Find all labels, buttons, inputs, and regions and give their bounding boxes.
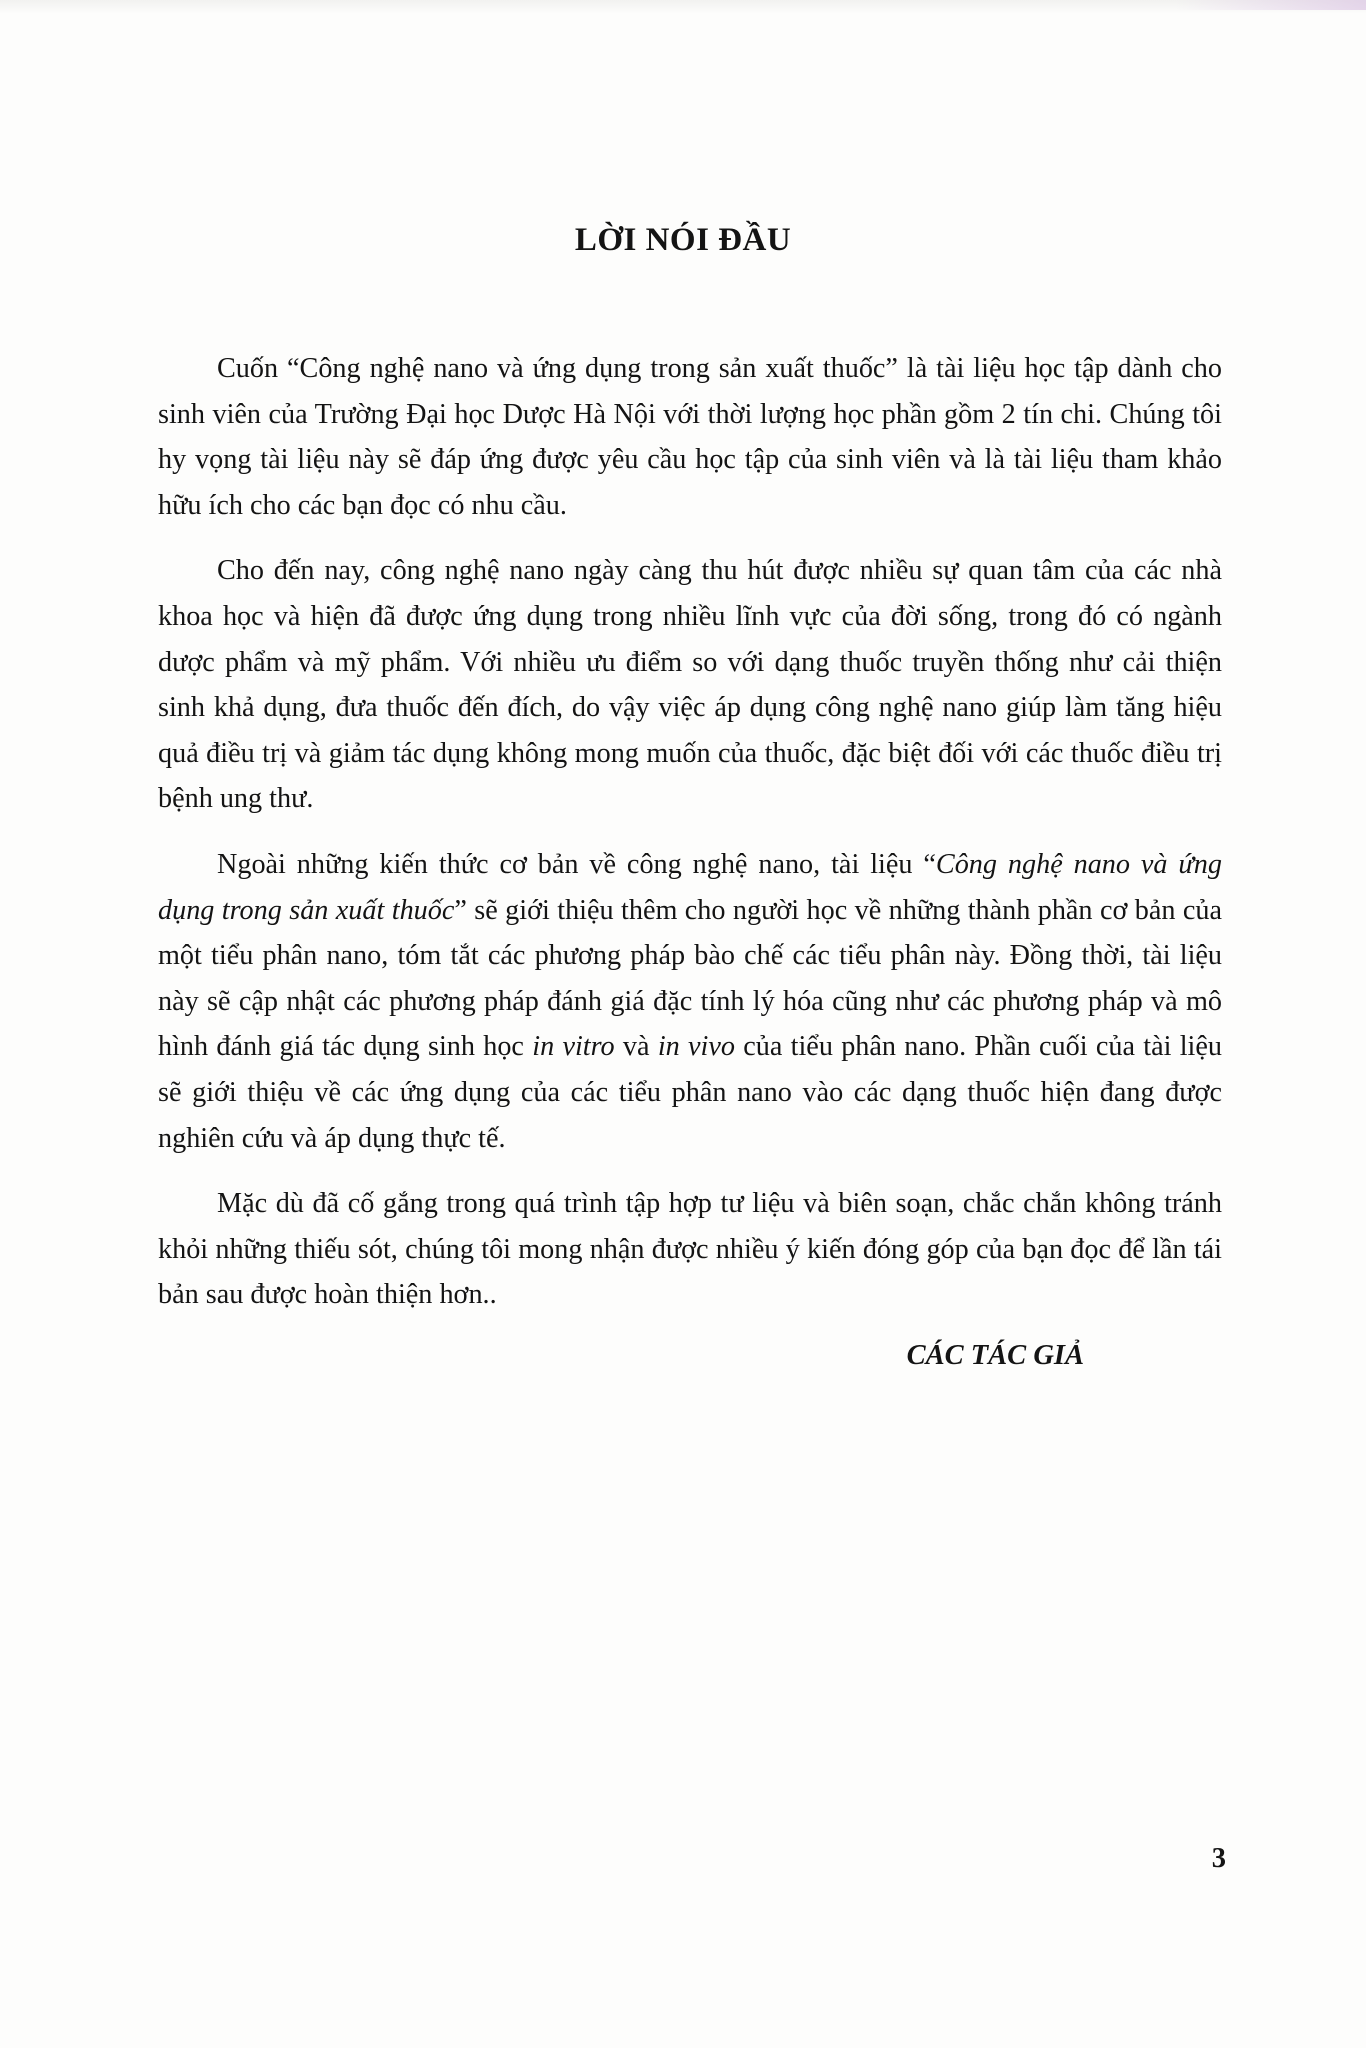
text-run: Cho đến nay, công nghệ nano ngày càng thu hút được nhiều sự quan tâm của các nhà khoa học và hiện đã được ứng dụng trong nhiều lĩnh vực của đời sống, trong đó có ngành dược phẩm và mỹ phẩm. Với nhiều ưu điểm so với dạng thuốc truyền thống như cải thiện sinh khả dụng, đưa thuốc đến đích, do vậy việc áp dụng công nghệ nano giúp làm tăng hiệu quả điều trị và giảm tác dụng không mong muốn của thuốc, đặc biệt đối với các thuốc điều trị bệnh ung thư. bbox=[158, 555, 1222, 815]
italic-text: in vivo bbox=[657, 1031, 735, 1063]
body-text bbox=[158, 346, 1222, 1338]
paragraph bbox=[158, 1181, 1222, 1318]
paragraph bbox=[158, 842, 1222, 1161]
italic-text: Công nghệ nano và ứng dụng trong sản xuất thuốc bbox=[158, 848, 1222, 926]
author-signature: CÁC TÁC GIẢ bbox=[906, 1340, 1084, 1371]
italic-text: in vitro bbox=[532, 1031, 615, 1063]
text-run: của tiểu phân nano. Phần cuối của tài liệu sẽ giới thiệu về các ứng dụng của các tiểu phân nano vào các dạng thuốc hiện đang được nghiên cứu và áp dụng thực tế. bbox=[158, 1031, 1222, 1154]
text-run: và bbox=[614, 1031, 658, 1063]
text-run: Mặc dù đã cố gắng trong quá trình tập hợp tư liệu và biên soạn, chắc chắn không tránh khỏi những thiếu sót, chúng tôi mong nhận được nhiều ý kiến đóng góp của bạn đọc để lần tái bản sau được hoàn thiện hơn.. bbox=[158, 1188, 1222, 1311]
page-title: LỜI NÓI ĐẦU bbox=[574, 222, 792, 258]
scan-edge-mark bbox=[1176, 0, 1366, 10]
text-run: Ngoài những kiến thức cơ bản về công nghệ nano, tài liệu “ bbox=[217, 848, 936, 880]
paragraph bbox=[158, 548, 1222, 822]
text-run: ” sẽ giới thiệu thêm cho người học về những thành phần cơ bản của một tiểu phân nano, tóm tắt các phương pháp bào chế các tiểu phân này. Đồng thời, tài liệu này sẽ cập nhật các phương pháp đánh giá đặc tính lý hóa cũng như các phương pháp và mô hình đánh giá tác dụng sinh học bbox=[158, 894, 1222, 1063]
scan-edge-shadow bbox=[0, 0, 1366, 14]
text-run: Cuốn “Công nghệ nano và ứng dụng trong sản xuất thuốc” là tài liệu học tập dành cho sinh viên của Trường Đại học Dược Hà Nội với thời lượng học phần gồm 2 tín chi. Chúng tôi hy vọng tài liệu này sẽ đáp ứng được yêu cầu học tập của sinh viên và là tài liệu tham khảo hữu ích cho các bạn đọc có nhu cầu. bbox=[158, 353, 1222, 521]
page-number: 3 bbox=[1211, 1843, 1226, 1874]
paragraph bbox=[158, 346, 1222, 528]
